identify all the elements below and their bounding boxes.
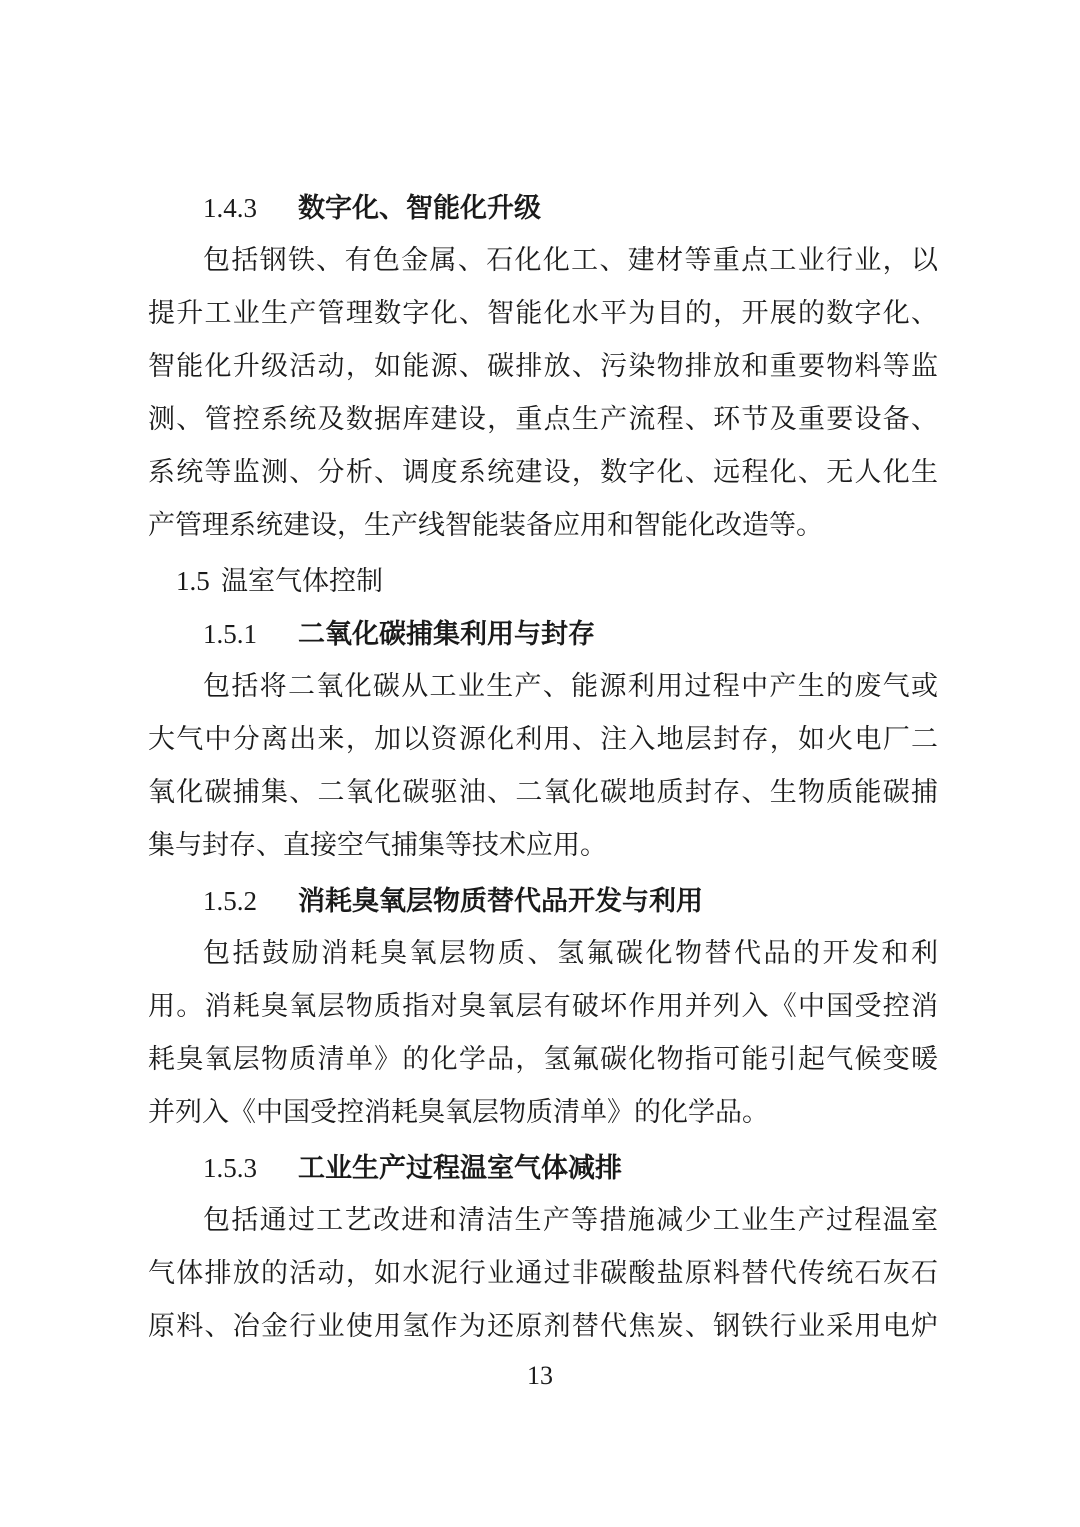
section-number: 1.5 [176,566,210,596]
section-number: 1.5.2 [203,886,257,916]
paragraph-line: 并列入《中国受控消耗臭氧层物质清单》的化学品。 [148,1097,769,1128]
paragraph-line: 智能化升级活动，如能源、碳排放、污染物排放和重要物料等监 [148,351,938,382]
section-title: 温室气体控制 [221,566,383,597]
section-title: 消耗臭氧层物质替代品开发与利用 [298,886,703,917]
paragraph-line: 用。消耗臭氧层物质指对臭氧层有破坏作用并列入《中国受控消 [148,991,938,1022]
paragraph-line: 氧化碳捕集、二氧化碳驱油、二氧化碳地质封存、生物质能碳捕 [148,777,938,808]
section-title: 数字化、智能化升级 [298,193,541,224]
paragraph-line: 包括鼓励消耗臭氧层物质、氢氟碳化物替代品的开发和利 [203,938,938,969]
section-heading-1-5-3 [203,1150,938,1186]
paragraph-line: 包括将二氧化碳从工业生产、能源利用过程中产生的废气或 [203,671,938,702]
paragraph-line: 原料、冶金行业使用氢作为还原剂替代焦炭、钢铁行业采用电炉 [148,1311,938,1342]
paragraph-line: 包括钢铁、有色金属、石化化工、建材等重点工业行业，以 [203,245,938,276]
paragraph-line: 提升工业生产管理数字化、智能化水平为目的，开展的数字化、 [148,298,938,329]
paragraph-line: 耗臭氧层物质清单》的化学品，氢氟碳化物指可能引起气候变暖 [148,1044,938,1075]
section-title: 工业生产过程温室气体减排 [298,1153,622,1184]
paragraph-line: 集与封存、直接空气捕集等技术应用。 [148,830,607,861]
paragraph-line: 大气中分离出来，加以资源化利用、注入地层封存，如火电厂二 [148,724,938,755]
page-number: 13 [527,1361,553,1390]
section-number: 1.5.1 [203,619,257,649]
section-heading-1-5-2 [203,883,938,919]
section-heading-1-5 [176,563,776,599]
paragraph-line: 气体排放的活动，如水泥行业通过非碳酸盐原料替代传统石灰石 [148,1258,938,1289]
paragraph-line: 系统等监测、分析、调度系统建设，数字化、远程化、无人化生 [148,457,938,488]
paragraph-line: 包括通过工艺改进和清洁生产等措施减少工业生产过程温室 [203,1205,938,1236]
section-heading-1-5-1 [203,616,938,652]
section-number: 1.5.3 [203,1153,257,1183]
section-title: 二氧化碳捕集利用与封存 [298,619,595,650]
paragraph-line: 产管理系统建设，生产线智能装备应用和智能化改造等。 [148,510,823,541]
paragraph-line: 测、管控系统及数据库建设，重点生产流程、环节及重要设备、 [148,404,938,435]
section-heading-1-4-3 [203,190,938,226]
section-number: 1.4.3 [203,193,257,223]
